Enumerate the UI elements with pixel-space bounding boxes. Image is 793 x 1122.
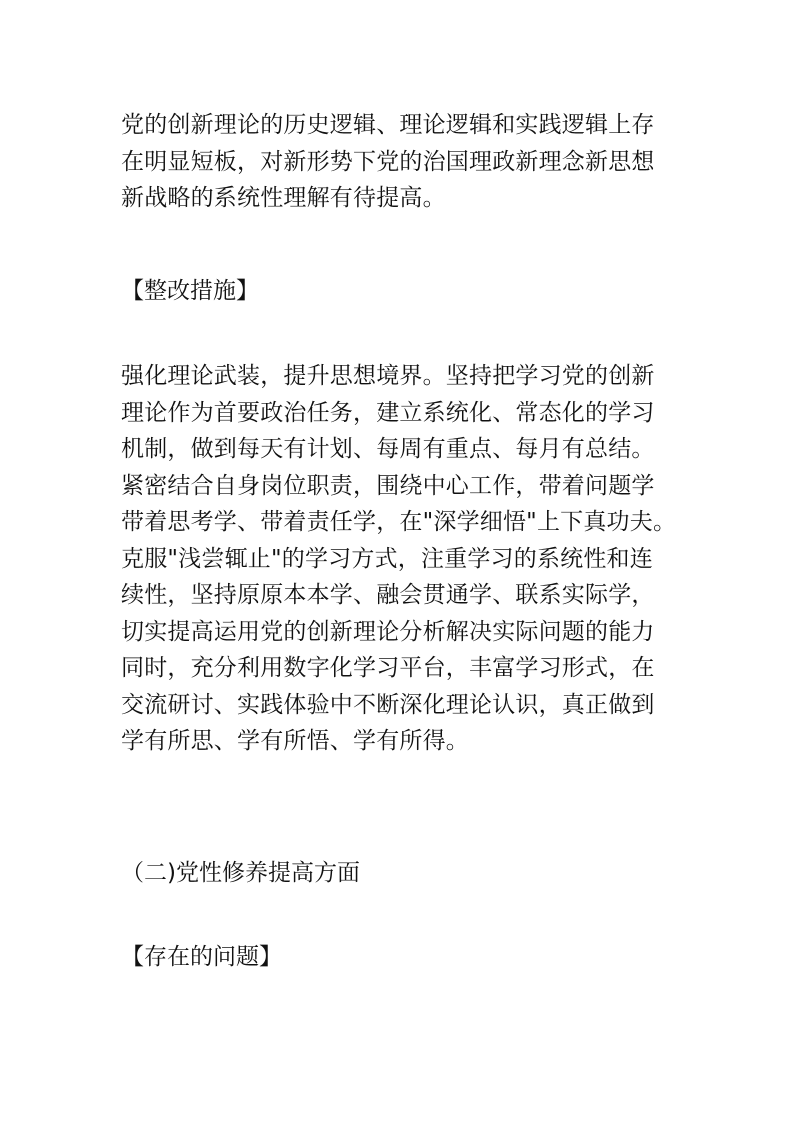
heading-existing-problems: 【存在的问题】	[121, 944, 282, 970]
paragraph-1-line: 新战略的系统性理解有待提高。	[121, 185, 446, 211]
paragraph-1-line: 在明显短板，对新形势下党的治国理政新理念新思想	[121, 148, 655, 175]
paragraph-2-line: 紧密结合自身岗位职责，围绕中心工作，带着问题学	[121, 472, 655, 499]
paragraph-2-line: 续性，坚持原原本本学、融会贯通学、联系实际学，	[121, 582, 655, 608]
heading-rectification-measures: 【整改措施】	[121, 278, 259, 304]
paragraph-2-line: 强化理论武装，提升思想境界。坚持把学习党的创新	[121, 363, 655, 389]
paragraph-2-line: 同时，充分利用数字化学习平台，丰富学习形式，在	[121, 655, 655, 681]
paragraph-2-line: 切实提高运用党的创新理论分析解决实际问题的能力	[121, 618, 655, 645]
heading-section-party-spirit: （二)党性修养提高方面	[121, 860, 360, 886]
paragraph-2-line: 学有所思、学有所悟、学有所得。	[121, 728, 469, 754]
paragraph-2-line: 理论作为首要政治任务，建立系统化、常态化的学习	[121, 399, 655, 426]
paragraph-1-line: 党的创新理论的历史逻辑、理论逻辑和实践逻辑上存	[121, 112, 655, 138]
paragraph-2-line: 机制，做到每天有计划、每周有重点、每月有总结。	[121, 436, 655, 462]
paragraph-1	[121, 107, 721, 217]
paragraph-2-line: 交流研讨、实践体验中不断深化理论认识，真正做到	[121, 691, 655, 718]
paragraph-2	[121, 358, 721, 760]
paragraph-2-line: 带着思考学、带着责任学，在"深学细悟"上下真功夫。	[121, 509, 677, 535]
paragraph-2-line: 克服"浅尝辄止"的学习方式，注重学习的系统性和连	[121, 545, 653, 572]
